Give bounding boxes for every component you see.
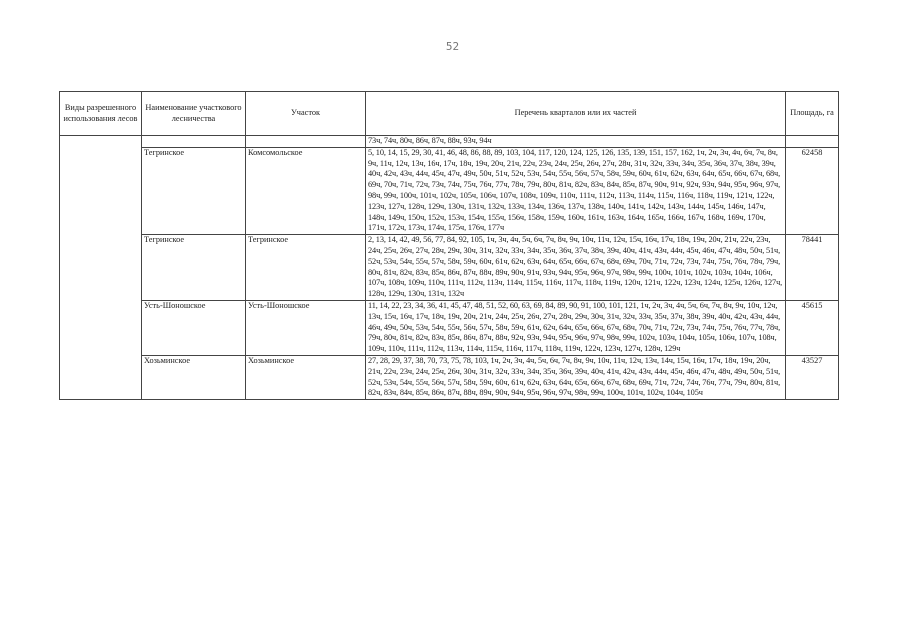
forestry-cell: Тегринское: [142, 235, 246, 301]
table-row: [60, 147, 839, 234]
table-row: [60, 235, 839, 301]
forestry-cell: Хозьминское: [142, 355, 246, 399]
forestry-cell: Тегринское: [142, 147, 246, 234]
quarters-cell: 2, 13, 14, 42, 49, 56, 77, 84, 92, 105, 1ч, 3ч, 4ч, 5ч, 6ч, 7ч, 8ч, 9ч, 10ч, 11ч, 12ч, 15ч, 16ч, 17ч, 18ч, 19ч, 20ч, 21ч, 22ч, 23ч, 24ч, 25ч, 26ч, 27ч, 28ч, 29ч, 30ч, 31ч, 32ч, 33ч, 34ч, 35ч, 36ч, 37ч, 38ч, 39ч, 40ч, 41ч, 43ч, 44ч, 45ч, 46ч, 47ч, 48ч, 50ч, 51ч, 52ч, 53ч, 54ч, 55ч, 57ч, 58ч, 59ч, 60ч, 61ч, 62ч, 63ч, 64ч, 65ч, 66ч, 67ч, 68ч, 69ч, 70ч, 71ч, 72ч, 73ч, 74ч, 75ч, 76ч, 78ч, 79ч, 80ч, 81ч, 82ч, 83ч, 85ч, 86ч, 87ч, 88ч, 89ч, 90ч, 91ч, 93ч, 94ч, 95ч, 96ч, 97ч, 98ч, 99ч, 100ч, 101ч, 102ч, 103ч, 104ч, 106ч, 107ч, 108ч, 109ч, 110ч, 111ч, 112ч, 113ч, 114ч, 115ч, 116ч, 117ч, 118ч, 119ч, 120ч, 121ч, 122ч, 123ч, 124ч, 125ч, 126ч, 127ч, 128ч, 129ч, 130ч, 131ч, 132ч: [366, 235, 786, 301]
section-cell: Комсомольское: [246, 147, 366, 234]
table-row: [60, 355, 839, 399]
table-header-row: [60, 92, 839, 136]
header-area: Площадь, га: [786, 92, 839, 136]
section-cell: [246, 136, 366, 148]
header-section: Участок: [246, 92, 366, 136]
area-cell: 78441: [786, 235, 839, 301]
table-row: [60, 300, 839, 355]
page-number: 52: [445, 40, 460, 53]
header-forestry: Наименование участкового лесничества: [142, 92, 246, 136]
quarters-cell: 11, 14, 22, 23, 34, 36, 41, 45, 47, 48, 51, 52, 60, 63, 69, 84, 89, 90, 91, 100, 101, 121, 1ч, 2ч, 3ч, 4ч, 5ч, 6ч, 7ч, 8ч, 9ч, 10ч, 12ч, 13ч, 15ч, 16ч, 17ч, 18ч, 19ч, 20ч, 21ч, 24ч, 25ч, 26ч, 27ч, 28ч, 29ч, 30ч, 31ч, 32ч, 33ч, 35ч, 37ч, 38ч, 39ч, 40ч, 42ч, 43ч, 44ч, 46ч, 49ч, 50ч, 53ч, 54ч, 55ч, 56ч, 57ч, 58ч, 59ч, 61ч, 62ч, 64ч, 65ч, 66ч, 67ч, 68ч, 70ч, 71ч, 72ч, 73ч, 74ч, 75ч, 76ч, 77ч, 78ч, 79ч, 80ч, 81ч, 82ч, 83ч, 85ч, 86ч, 87ч, 88ч, 92ч, 93ч, 94ч, 95ч, 96ч, 97ч, 98ч, 99ч, 102ч, 103ч, 104ч, 105ч, 106ч, 107ч, 108ч, 109ч, 110ч, 111ч, 112ч, 113ч, 114ч, 115ч, 116ч, 117ч, 118ч, 119ч, 122ч, 123ч, 127ч, 128ч, 129ч: [366, 300, 786, 355]
table-row: [60, 136, 839, 148]
section-cell: Хозьминское: [246, 355, 366, 399]
area-cell: 62458: [786, 147, 839, 234]
forest-use-cell: [60, 136, 142, 400]
forestry-cell: Усть-Шоношское: [142, 300, 246, 355]
forestry-cell: [142, 136, 246, 148]
area-cell: 43527: [786, 355, 839, 399]
section-cell: Тегринское: [246, 235, 366, 301]
forest-quarters-table: [59, 91, 839, 400]
header-quarters: Перечень кварталов или их частей: [366, 92, 786, 136]
area-cell: [786, 136, 839, 148]
quarters-cell: 27, 28, 29, 37, 38, 70, 73, 75, 78, 103, 1ч, 2ч, 3ч, 4ч, 5ч, 6ч, 7ч, 8ч, 9ч, 10ч, 11ч, 12ч, 13ч, 14ч, 15ч, 16ч, 17ч, 18ч, 19ч, 20ч, 21ч, 22ч, 23ч, 24ч, 25ч, 26ч, 30ч, 31ч, 32ч, 33ч, 34ч, 35ч, 36ч, 39ч, 40ч, 41ч, 42ч, 43ч, 44ч, 45ч, 46ч, 47ч, 48ч, 49ч, 50ч, 51ч, 52ч, 53ч, 54ч, 55ч, 56ч, 57ч, 58ч, 59ч, 60ч, 61ч, 62ч, 63ч, 64ч, 65ч, 66ч, 67ч, 68ч, 69ч, 71ч, 72ч, 74ч, 76ч, 77ч, 79ч, 80ч, 81ч, 82ч, 83ч, 84ч, 85ч, 86ч, 87ч, 88ч, 89ч, 90ч, 94ч, 95ч, 96ч, 97ч, 98ч, 99ч, 100ч, 101ч, 102ч, 104ч, 105ч: [366, 355, 786, 399]
quarters-cell: 5, 10, 14, 15, 29, 30, 41, 46, 48, 86, 88, 89, 103, 104, 117, 120, 124, 125, 126, 135, 139, 151, 157, 162, 1ч, 2ч, 3ч, 4ч, 6ч, 7ч, 8ч, 9ч, 11ч, 12ч, 13ч, 16ч, 17ч, 18ч, 19ч, 20ч, 21ч, 22ч, 23ч, 24ч, 25ч, 26ч, 27ч, 28ч, 31ч, 32ч, 33ч, 34ч, 35ч, 36ч, 37ч, 38ч, 39ч, 40ч, 42ч, 43ч, 44ч, 45ч, 47ч, 49ч, 50ч, 51ч, 52ч, 53ч, 54ч, 55ч, 56ч, 57ч, 58ч, 59ч, 60ч, 61ч, 62ч, 63ч, 64ч, 65ч, 66ч, 67ч, 68ч, 69ч, 70ч, 71ч, 72ч, 73ч, 74ч, 75ч, 76ч, 77ч, 78ч, 79ч, 80ч, 81ч, 82ч, 83ч, 84ч, 85ч, 87ч, 90ч, 91ч, 92ч, 93ч, 94ч, 95ч, 96ч, 97ч, 98ч, 99ч, 100ч, 101ч, 102ч, 105ч, 106ч, 107ч, 108ч, 109ч, 110ч, 111ч, 112ч, 113ч, 114ч, 115ч, 116ч, 118ч, 119ч, 121ч, 122ч, 123ч, 127ч, 128ч, 129ч, 130ч, 131ч, 132ч, 133ч, 134ч, 136ч, 137ч, 138ч, 140ч, 141ч, 142ч, 143ч, 144ч, 145ч, 146ч, 147ч, 148ч, 149ч, 150ч, 152ч, 153ч, 154ч, 155ч, 156ч, 158ч, 159ч, 160ч, 161ч, 163ч, 164ч, 165ч, 166ч, 167ч, 168ч, 169ч, 170ч, 171ч, 172ч, 173ч, 174ч, 175ч, 176ч, 177ч: [366, 147, 786, 234]
quarters-cell: 73ч, 74ч, 80ч, 86ч, 87ч, 88ч, 93ч, 94ч: [366, 136, 786, 148]
area-cell: 45615: [786, 300, 839, 355]
section-cell: Усть-Шоношское: [246, 300, 366, 355]
header-forest-use: Виды разрешенного использования лесов: [60, 92, 142, 136]
